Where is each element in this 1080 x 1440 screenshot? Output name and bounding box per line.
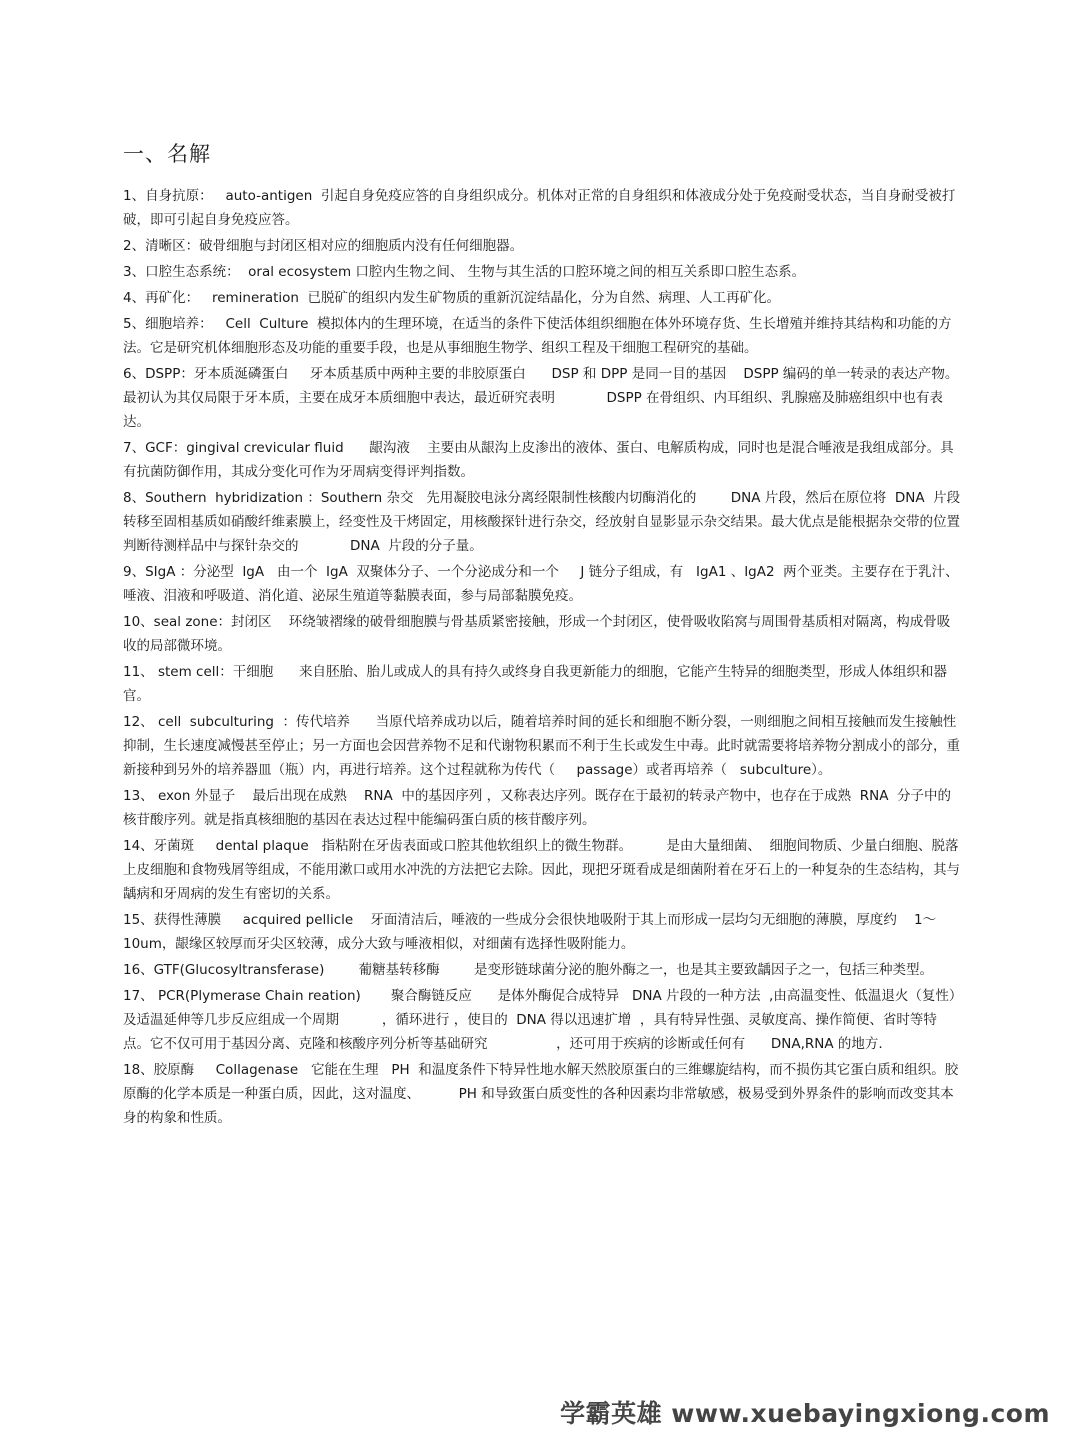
- watermark: 学霸英雄 www.xuebayingxiong.com: [560, 1399, 1050, 1428]
- entry-list: [123, 184, 963, 1130]
- entry-item: 10、seal zone：封闭区 环绕皱褶缘的破骨细胞膜与骨基质紧密接触，形成一个封闭区，使骨吸收陷窝与周围骨基质相对隔离，构成骨吸收的局部微环境。: [123, 614, 951, 654]
- entry-item: 8、Southern hybridization ：Southern 杂交 先用凝胶电泳分离经限制性核酸内切酶消化的 DNA 片段，然后在原位将 DNA 片段转移至固相基质如硝酸纤维素膜上，经变性及干烤固定，用核酸探针进行杂交，经放射自显影显示杂交结果。最大优点是能根据杂交带的位置判断待测样品中与探针杂交的 DNA 片段的分子量。: [123, 490, 961, 554]
- entry-item: 15、获得性薄膜 acquired pellicle 牙面清洁后，唾液的一些成分会很快地吸附于其上而形成一层均匀无细胞的薄膜，厚度约 1～10um，龈缘区较厚而牙尖区较薄，成分大致与唾液相似，对细菌有选择性吸附能力。: [123, 912, 937, 952]
- document-body: [123, 140, 963, 1132]
- entry-item: 2、清晰区：破骨细胞与封闭区相对应的细胞质内没有任何细胞器。: [123, 238, 524, 254]
- entry-item: 16、GTF(Glucosyltransferase) 葡糖基转移酶 是变形链球菌分泌的胞外酶之一，也是其主要致龋因子之一，包括三种类型。: [123, 962, 934, 978]
- entry-item: 11、 stem cell：干细胞 来自胚胎、胎儿或成人的具有持久或终身自我更新能力的细胞，它能产生特异的细胞类型，形成人体组织和器官。: [123, 664, 948, 704]
- entry-item: 7、GCF：gingival crevicular fluid 龈沟液 主要由从龈沟上皮渗出的液体、蛋白、电解质构成，同时也是混合唾液是我组成部分。具有抗菌防御作用，其成分变化可作为牙周病变得评判指数。: [123, 440, 954, 480]
- entry-item: 4、再矿化： remineration 已脱矿的组织内发生矿物质的重新沉淀结晶化，分为自然、病理、人工再矿化。: [123, 290, 781, 306]
- entry-item: 12、 cell subculturing ：传代培养 当原代培养成功以后，随着培养时间的延长和细胞不断分裂，一则细胞之间相互接触而发生接触性抑制，生长速度减慢甚至停止；另一方面也会因营养物不足和代谢物积累而不利于生长或发生中毒。此时就需要将培养物分割成小的部分，重新接种到另外的培养器皿（瓶）内，再进行培养。这个过程就称为传代（ passage）或者再培养（ subculture）。: [123, 714, 960, 778]
- entry-item: 6、DSPP：牙本质涎磷蛋白 牙本质基质中两种主要的非胶原蛋白 DSP 和 DPP 是同一目的基因 DSPP 编码的单一转录的表达产物。最初认为其仅局限于牙本质，主要在成牙本质细胞中表达，最近研究表明 DSPP 在骨组织、内耳组织、乳腺癌及肺癌组织中也有表达。: [123, 366, 959, 430]
- entry-item: 13、 exon 外显子 最后出现在成熟 RNA 中的基因序列 ，又称表达序列。既存在于最初的转录产物中，也存在于成熟 RNA 分子中的核苷酸序列。就是指真核细胞的基因在表达过程中能编码蛋白质的核苷酸序列。: [123, 788, 952, 828]
- section-heading: 一、名解: [123, 142, 211, 166]
- entry-item: 18、胶原酶 Collagenase 它能在生理 PH 和温度条件下特异性地水解天然胶原蛋白的三维螺旋结构，而不损伤其它蛋白质和组织。胶原酶的化学本质是一种蛋白质，因此，这对温度、 PH 和导致蛋白质变性的各种因素均非常敏感，极易受到外界条件的影响而改变其本身的构象和性质。: [123, 1062, 959, 1126]
- entry-item: 9、SIgA ：分泌型 IgA 由一个 IgA 双聚体分子、一个分泌成分和一个 J 链分子组成，有 IgA1 、IgA2 两个亚类。主要存在于乳汁、唾液、泪液和呼吸道、消化道、泌尿生殖道等黏膜表面，参与局部黏膜免疫。: [123, 564, 959, 604]
- entry-item: 3、口腔生态系统： oral ecosystem 口腔内生物之间、 生物与其生活的口腔环境之间的相互关系即口腔生态系。: [123, 264, 806, 280]
- entry-item: 1、自身抗原： auto-antigen 引起自身免疫应答的自身组织成分。机体对正常的自身组织和体液成分处于免疫耐受状态，当自身耐受被打破，即可引起自身免疫应答。: [123, 188, 956, 228]
- entry-item: 5、细胞培养： Cell Culture 模拟体内的生理环境，在适当的条件下使活体组织细胞在体外环境存货、生长增殖并维持其结构和功能的方法。它是研究机体细胞形态及功能的重要手段，也是从事细胞生物学、组织工程及干细胞工程研究的基础。: [123, 316, 952, 356]
- entry-item: 14、牙菌斑 dental plaque 指粘附在牙齿表面或口腔其他软组织上的微生物群。 是由大量细菌、 细胞间物质、少量白细胞、脱落上皮细胞和食物残屑等组成，不能用漱口或用水冲洗的方法把它去除。因此，现把牙斑看成是细菌附着在牙石上的一种复杂的生态结构，其与龋病和牙周病的发生有密切的关系。: [123, 838, 960, 902]
- entry-item: 17、 PCR(Plymerase Chain reation) 聚合酶链反应 是体外酶促合成特异 DNA 片段的一种方法 ,由高温变性、低温退火（复性）及适温延伸等几步反应组成一个周期 ，循环进行 ，使目的 DNA 得以迅速扩增 ，具有特异性强、灵敏度高、操作简便、省时等特点。它不仅可用于基因分离、克隆和核酸序列分析等基础研究 ，还可用于疾病的诊断或任何有 DNA,RNA 的地方.: [123, 988, 963, 1052]
